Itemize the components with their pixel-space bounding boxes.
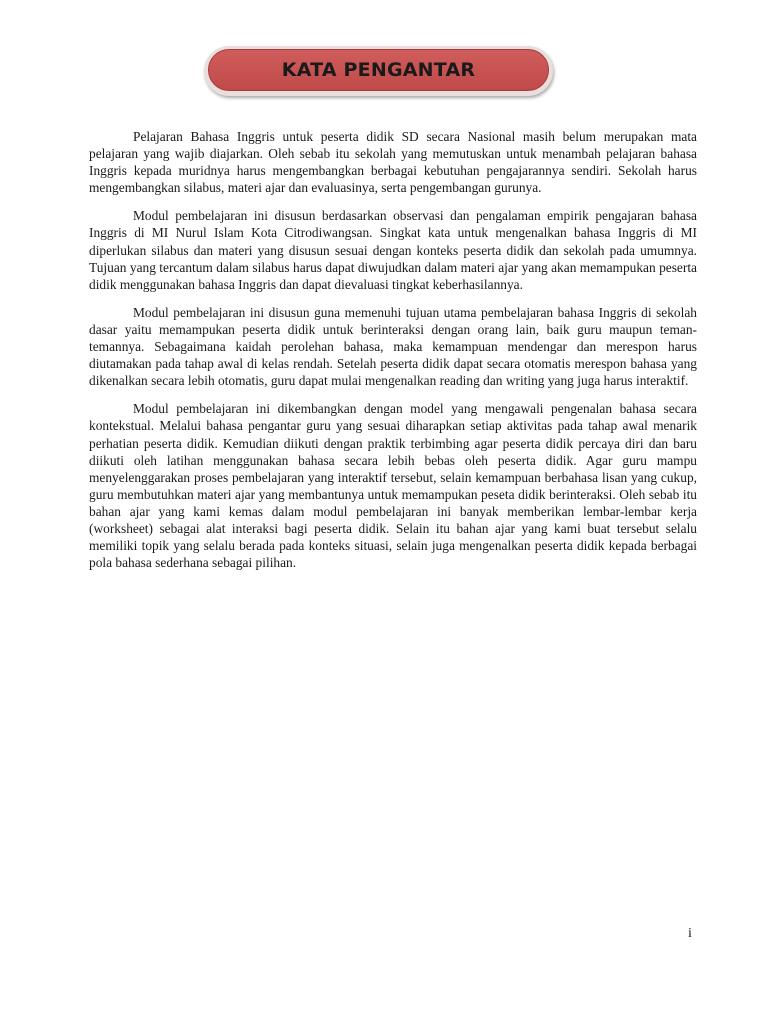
title-banner [204, 46, 553, 96]
paragraph: Modul pembelajaran ini dikembangkan dengan model yang mengawali pengenalan bahasa secara kontekstual. Melalui bahasa pengantar guru yang sesuai diharapkan setiap aktivitas pada tahap awal menarik perhatian peserta didik. Kemudian diikuti dengan praktik terbimbing agar peserta didik percaya diri dan baru diikuti oleh latihan menggunakan bahasa secara lebih bebas oleh peserta didik. Agar guru mampu menyelenggarakan proses pembelajaran yang interaktif tersebut, selain kemampuan berbahasa lisan yang cukup, guru membutuhkan materi ajar yang membantunya untuk memampukan peseta didik berinteraksi. Oleh sebab itu bahan ajar yang kami kemas dalam modul pembelajaran ini banyak memberikan lembar-lembar kerja (worksheet) sebagai alat interaksi bagi peserta didik. Selain itu bahan ajar yang kami buat tersebut selalu memiliki topik yang selalu berada pada konteks situasi, selain juga mengenalkan peserta didik kepada berbagai pola bahasa sederhana sebagai pilihan. [89, 401, 697, 571]
paragraph: Modul pembelajaran ini disusun guna memenuhi tujuan utama pembelajaran bahasa Inggris di sekolah dasar yaitu memampukan peserta didik untuk berinteraksi dengan orang lain, baik guru maupun teman-temannya. Sebagaimana kaidah perolehan bahasa, maka kemampuan mendengar dan merespon harus diutamakan pada tahap awal di kelas rendah. Setelah peserta didik dapat secara otomatis merespon bahasa yang dikenalkan secara lebih otomatis, guru dapat mulai mengenalkan reading dan writing yang juga harus interaktif. [89, 304, 697, 389]
paragraph: Pelajaran Bahasa Inggris untuk peserta didik SD secara Nasional masih belum merupakan mata pelajaran yang wajib diajarkan. Oleh sebab itu sekolah yang memutuskan untuk menambah pelajaran bahasa Inggris kepada muridnya harus mengembangkan berbagai kebutuhan pengajarannya sendiri. Sekolah harus mengembangkan silabus, materi ajar dan evaluasinya, serta pengembangan gurunya. [89, 129, 697, 196]
page-number: i [688, 926, 692, 941]
body-text [89, 128, 697, 582]
paragraph: Modul pembelajaran ini disusun berdasarkan observasi dan pengalaman empirik pengajaran bahasa Inggris di MI Nurul Islam Kota Citrodiwangsan. Singkat kata untuk mengenalkan bahasa Inggris di MI diperlukan silabus dan materi yang disusun sesuai dengan konteks peserta didik dan sekolah pada umumnya. Tujuan yang tercantum dalam silabus harus dapat diwujudkan dalam materi ajar yang akan memampukan peserta didik menggunakan bahasa Inggris dan dapat dievaluasi tingkat keberhasilannya. [89, 208, 697, 292]
title-pill [208, 49, 549, 91]
page-title: KATA PENGANTAR [281, 59, 476, 81]
